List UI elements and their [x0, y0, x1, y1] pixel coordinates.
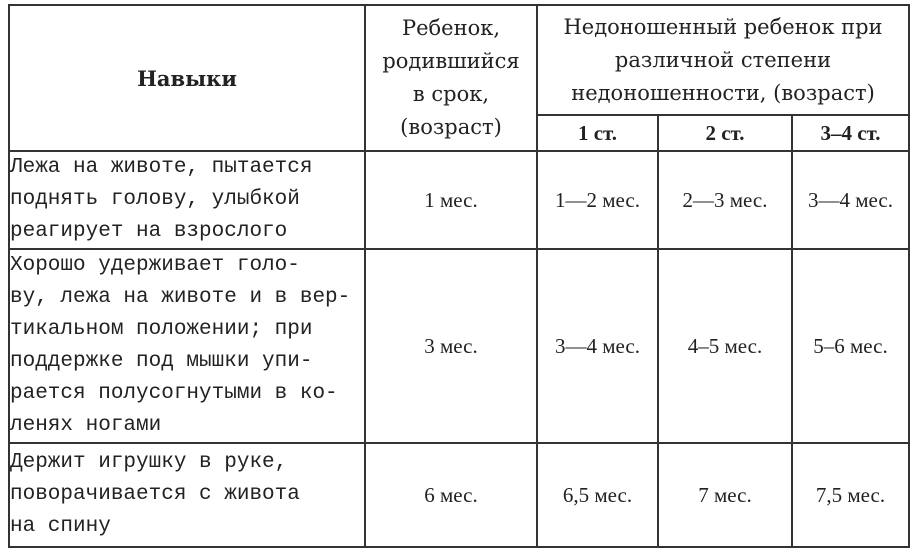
degree-3-4-cell: 3—4 мес.: [792, 151, 909, 249]
skill-line: поднять голову, улыбкой: [10, 188, 300, 211]
header-skills-label: Навыки: [137, 65, 237, 91]
header-degree-2: 2 ст.: [658, 115, 792, 151]
table-row: [9, 249, 909, 443]
header-row: [9, 5, 909, 115]
fullterm-cell: 3 мес.: [365, 249, 537, 443]
development-table: [8, 4, 910, 548]
degree-1-cell: 3—4 мес.: [537, 249, 658, 443]
header-fullterm-line: (возраст): [400, 115, 502, 139]
skill-cell: [9, 443, 365, 547]
degree-3-4-cell: 5–6 мес.: [792, 249, 909, 443]
header-fullterm-line: Ребенок,: [401, 16, 501, 40]
skill-line: тикальном положении; при: [10, 318, 313, 341]
degree-2-cell: 4–5 мес.: [658, 249, 792, 443]
skill-line: Хорошо удерживает голо-: [10, 254, 300, 277]
skill-cell: [9, 249, 365, 443]
table-row: [9, 443, 909, 547]
degree-1-cell: 6,5 мес.: [537, 443, 658, 547]
header-premature-line: Недоношенный ребенок при: [563, 14, 883, 39]
header-degree-1: 1 ст.: [537, 115, 658, 151]
degree-2-cell: 7 мес.: [658, 443, 792, 547]
skill-line: реагирует на взрослого: [10, 220, 288, 243]
header-degree-3-4: 3–4 ст.: [792, 115, 909, 151]
header-fullterm-line: в срок,: [412, 82, 490, 106]
header-fullterm: [365, 5, 537, 151]
header-premature-line: недоношенности, (возраст): [571, 80, 875, 105]
header-premature-line: различной степени: [614, 47, 832, 72]
skill-line: поддержке под мышки упи-: [10, 350, 313, 373]
skill-line: на спину: [10, 515, 111, 538]
skill-line: Лежа на животе, пытается: [10, 156, 313, 179]
fullterm-cell: 6 мес.: [365, 443, 537, 547]
skill-line: Держит игрушку в руке,: [10, 451, 288, 474]
header-premature: [537, 5, 909, 115]
header-skills: [9, 5, 365, 151]
degree-3-4-cell: 7,5 мес.: [792, 443, 909, 547]
degree-2-cell: 2—3 мес.: [658, 151, 792, 249]
skill-line: рается полусогнутыми в ко-: [10, 382, 338, 405]
header-fullterm-line: родившийся: [382, 49, 520, 73]
skill-line: ленях ногами: [10, 414, 162, 437]
skill-line: поворачивается с живота: [10, 483, 300, 506]
skill-line: ву, лежа на животе и в вер-: [10, 286, 351, 309]
degree-1-cell: 1—2 мес.: [537, 151, 658, 249]
table-row: [9, 151, 909, 249]
skill-cell: [9, 151, 365, 249]
fullterm-cell: 1 мес.: [365, 151, 537, 249]
